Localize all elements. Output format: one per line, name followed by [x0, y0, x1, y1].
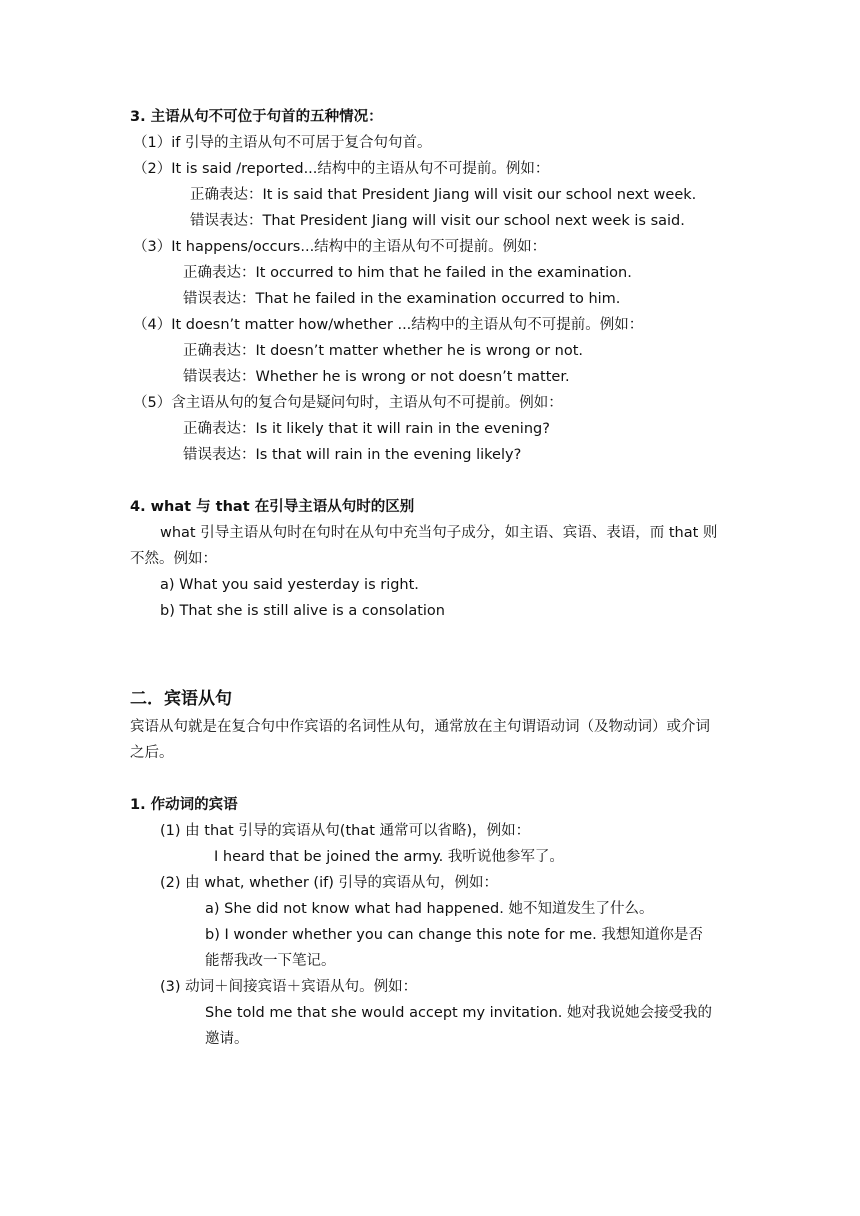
case-2-correct: 正确表达：It is said that President Jiang will visit our school next week. — [190, 187, 697, 203]
item-2-example-a: a) She did not know what had happened. 她不知道发生了什么。 — [205, 901, 654, 917]
section-3-heading: 3. 主语从句不可位于句首的五种情况： — [130, 109, 383, 125]
case-2-wrong: 错误表达：That President Jiang will visit our school next week is said. — [190, 213, 685, 229]
item-1-example: I heard that be joined the army. 我听说他参军了。 — [214, 849, 564, 865]
case-4-wrong: 错误表达：Whether he is wrong or not doesn’t matter. — [183, 369, 570, 385]
item-2-example-b-line-2: 能帮我改一下笔记。 — [205, 953, 336, 969]
case-5-correct: 正确表达：Is it likely that it will rain in the evening? — [183, 421, 550, 437]
case-3: （3）It happens/occurs...结构中的主语从句不可提前。例如： — [133, 239, 547, 255]
item-1: (1) 由 that 引导的宾语从句(that 通常可以省略)，例如： — [160, 823, 531, 839]
case-3-wrong: 错误表达：That he failed in the examination occurred to him. — [183, 291, 621, 307]
example-b: b) That she is still alive is a consolation — [160, 603, 445, 619]
case-3-correct: 正确表达：It occurred to him that he failed in the examination. — [183, 265, 632, 281]
part-2-intro-line-1: 宾语从句就是在复合句中作宾语的名词性从句，通常放在主句谓语动词（及物动词）或介词 — [130, 719, 710, 735]
case-5-wrong: 错误表达：Is that will rain in the evening likely? — [183, 447, 522, 463]
case-2: （2）It is said /reported...结构中的主语从句不可提前。例如： — [133, 161, 550, 177]
case-1: （1）if 引导的主语从句不可居于复合句句首。 — [133, 135, 432, 151]
part-2-intro-line-2: 之后。 — [130, 745, 174, 761]
section-4-paragraph-line-2: 不然。例如： — [130, 551, 217, 567]
item-3-example-line-1: She told me that she would accept my invitation. 她对我说她会接受我的 — [205, 1005, 713, 1021]
section-4-paragraph-line-1: what 引导主语从句时在句时在从句中充当句子成分，如主语、宾语、表语，而 that 则 — [160, 525, 718, 541]
section-4-heading: 4. what 与 that 在引导主语从句时的区别 — [130, 499, 415, 515]
example-a: a) What you said yesterday is right. — [160, 577, 419, 593]
item-2: (2) 由 what, whether (if) 引导的宾语从句，例如： — [160, 875, 498, 891]
part-2-heading: 二．宾语从句 — [130, 689, 232, 709]
case-4: （4）It doesn’t matter how/whether ...结构中的主语从句不可提前。例如： — [133, 317, 644, 333]
item-3-example-line-2: 邀请。 — [205, 1031, 249, 1047]
item-3: (3) 动词＋间接宾语＋宾语从句。例如： — [160, 979, 418, 995]
case-5: （5）含主语从句的复合句是疑问句时，主语从句不可提前。例如： — [133, 395, 563, 411]
case-4-correct: 正确表达：It doesn’t matter whether he is wrong or not. — [183, 343, 584, 359]
sub-1-heading: 1. 作动词的宾语 — [130, 797, 238, 813]
item-2-example-b-line-1: b) I wonder whether you can change this note for me. 我想知道你是否 — [205, 927, 703, 943]
